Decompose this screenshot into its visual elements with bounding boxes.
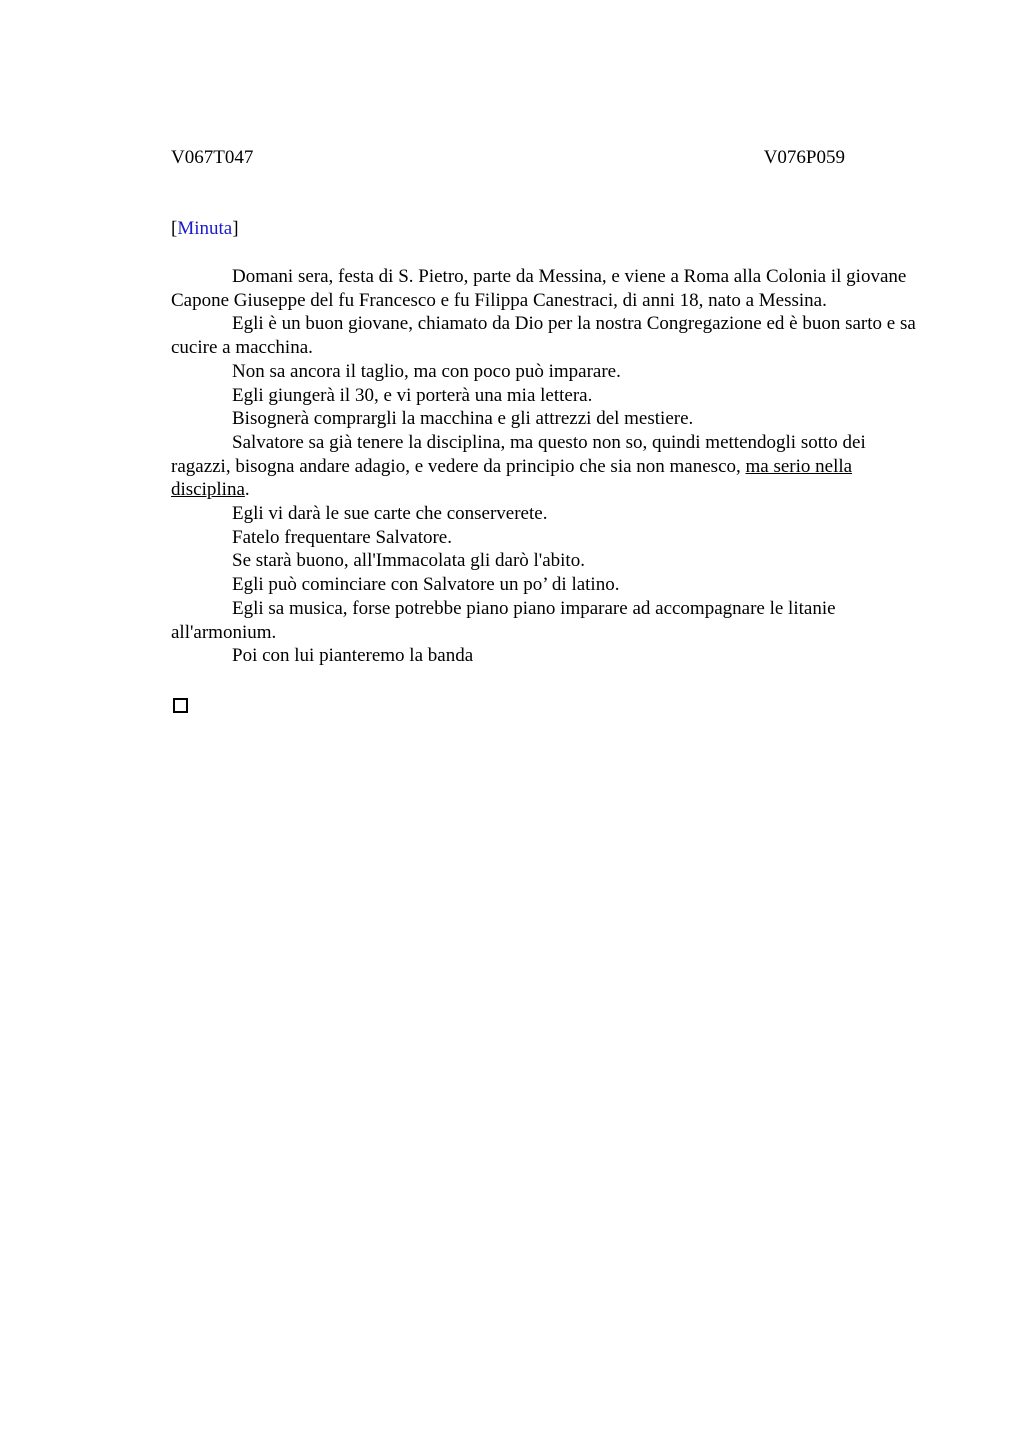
paragraph: Egli sa musica, forse potrebbe piano piano imparare ad accompagnare le litanie all'armonium. [171, 597, 836, 643]
paragraph: Poi con lui pianteremo la banda [232, 645, 474, 667]
discipline-end: . [244, 479, 250, 501]
paragraph: Egli può cominciare con Salvatore un po’ di latino. [232, 574, 620, 596]
close-bracket: ] [232, 218, 239, 239]
open-bracket: [ [171, 218, 178, 239]
document-codes [171, 146, 845, 170]
right-code: V076P059 [763, 147, 845, 168]
discipline-text: Salvatore sa già tenere la disciplina, ma questo non so, quindi mettendogli sotto dei ragazzi, bisogna andare adagio, e vedere da principio che sia non manesco, [171, 431, 866, 477]
paragraph: Egli vi darà le sue carte che conserverete. [232, 503, 548, 525]
paragraph: Domani sera, festa di S. Pietro, parte da Messina, e viene a Roma alla Colonia il giovane Capone Giuseppe del fu Francesco e fu Filippa Canestraci, di anni 18, nato a Messina. [171, 266, 907, 311]
paragraph: Fatelo frequentare Salvatore. [232, 526, 452, 548]
letter-body [171, 265, 921, 668]
minuta-heading [171, 217, 239, 241]
paragraph: Egli è un buon giovane, chiamato da Dio per la nostra Congregazione ed è buon sarto e sa cucire a macchina. [171, 313, 916, 359]
paragraph: Se starà buono, all'Immacolata gli darò l'abito. [232, 550, 585, 572]
paragraph: Non sa ancora il taglio, ma con poco può imparare. [232, 360, 621, 382]
underlined-text: ma serio nella disciplina [171, 455, 853, 501]
paragraph: Bisognerà comprargli la macchina e gli attrezzi del mestiere. [232, 408, 694, 430]
square-outline-icon [173, 698, 188, 713]
paragraph-discipline [171, 431, 921, 502]
paragraph: Egli giungerà il 30, e vi porterà una mia lettera. [232, 384, 593, 406]
document-page [171, 0, 921, 1450]
minuta-link[interactable]: Minuta [177, 218, 233, 239]
left-code: V067T047 [171, 147, 254, 168]
